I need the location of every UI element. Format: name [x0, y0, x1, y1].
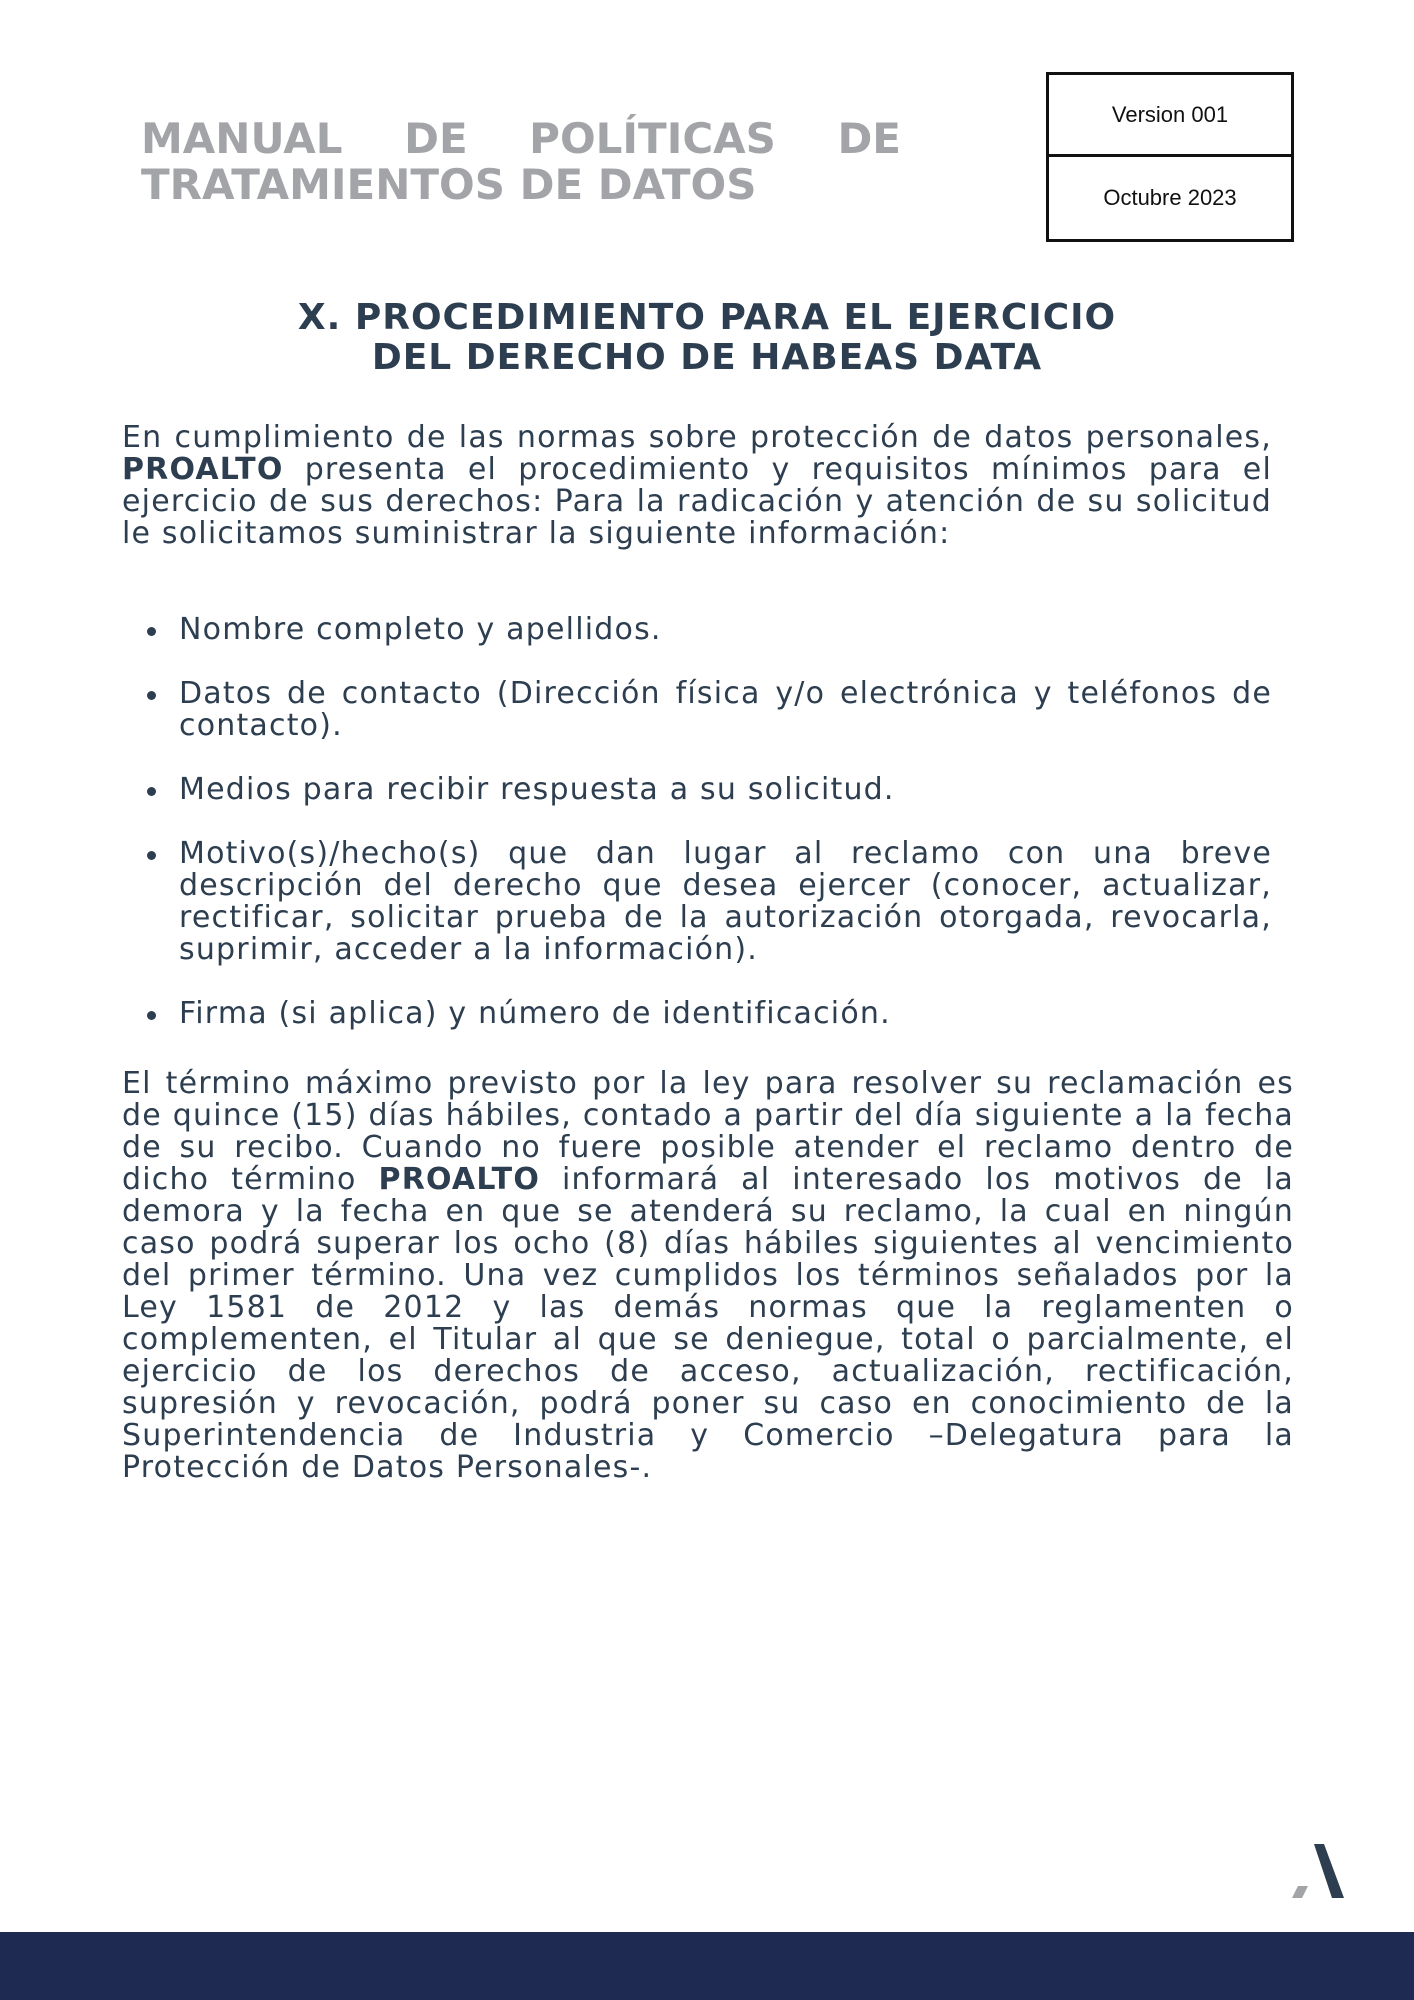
section-title-line-2: DEL DERECHO DE HABEAS DATA	[371, 337, 1043, 378]
document-title-line-1: MANUAL DE POLÍTICAS DE	[141, 114, 901, 163]
list-item: Nombre completo y apellidos.	[122, 614, 1272, 646]
footer-bar	[0, 1932, 1414, 2000]
section-title	[160, 298, 1254, 378]
list-item: Firma (si aplica) y número de identificación.	[122, 998, 1272, 1030]
list-item: Motivo(s)/hecho(s) que dan lugar al reclamo con una breve descripción del derecho que desea ejercer (conocer, actualizar, rectificar, solicitar prueba de la autorización otorgada, revocarla, suprimir, acceder a la información).	[122, 838, 1272, 966]
company-logo-icon	[1290, 1842, 1344, 1898]
version-box	[1046, 72, 1294, 242]
intro-paragraph	[122, 422, 1272, 550]
list-item: Medios para recibir respuesta a su solicitud.	[122, 774, 1272, 806]
company-name: PROALTO	[378, 1162, 541, 1197]
closing-text-start: El término máximo previsto por la ley para resolver su reclamación es de quince (15) días hábiles, contado a partir del día siguiente a la fecha de su recibo. Cuando no fuere posible atender el reclamo dentro de dicho término	[122, 1066, 1294, 1197]
section-title-line-1: X. PROCEDIMIENTO PARA EL EJERCICIO	[297, 297, 1117, 338]
intro-text-end: presenta el procedimiento y requisitos mínimos para el ejercicio de sus derechos: Para la radicación y atención de su solicitud le solicitamos suministrar la siguiente información:	[122, 452, 1272, 551]
list-item: Datos de contacto (Dirección física y/o electrónica y teléfonos de contacto).	[122, 678, 1272, 742]
version-date: Octubre 2023	[1103, 185, 1237, 210]
version-label: Version 001	[1049, 75, 1291, 157]
document-title-line-2: TRATAMIENTOS DE DATOS	[141, 160, 757, 209]
requirements-list	[122, 614, 1272, 1062]
document-title	[141, 116, 901, 208]
closing-paragraph	[122, 1068, 1294, 1484]
company-name: PROALTO	[122, 452, 284, 487]
closing-text-end: informará al interesado los motivos de la demora y la fecha en que se atenderá su reclamo, la cual en ningún caso podrá superar los ocho (8) días hábiles siguientes al vencimiento del primer término. Una vez cumplidos los términos señalados por la Ley 1581 de 2012 y las demás normas que la reglamenten o complementen, el Titular al que se deniegue, total o parcialmente, el ejercicio de los derechos de acceso, actualización, rectificación, supresión y revocación, podrá poner su caso en conocimiento de la Superintendencia de Industria y Comercio –Delegatura para la Protección de Datos Personales-.	[122, 1162, 1294, 1485]
intro-text-start: En cumplimiento de las normas sobre protección de datos personales,	[122, 420, 1272, 455]
